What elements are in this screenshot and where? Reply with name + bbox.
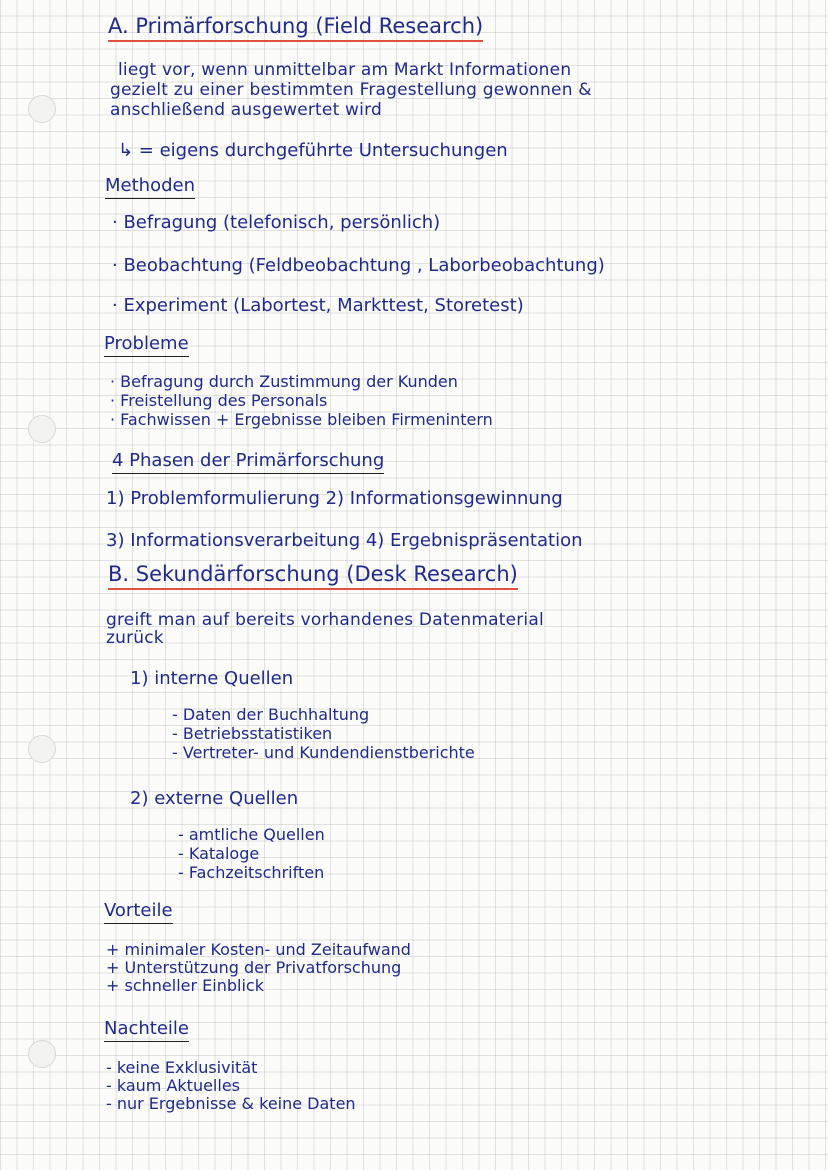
method-item: · Befragung (telefonisch, persönlich) <box>112 212 441 233</box>
advantage-item: + Unterstützung der Privatforschung <box>106 958 402 977</box>
problem-item: · Freistellung des Personals <box>110 391 328 410</box>
phases-heading: 4 Phasen der Primärforschung <box>112 450 384 474</box>
internal-source-item: - Betriebsstatistiken <box>172 724 333 743</box>
punch-hole <box>28 95 56 123</box>
definition-line: liegt vor, wenn unmittelbar am Markt Informationen <box>118 60 572 80</box>
internal-sources-heading: 1) interne Quellen <box>130 668 294 689</box>
phase-line: 1) Problemformulierung 2) Informationsgewinnung <box>106 488 563 509</box>
external-source-item: - Kataloge <box>178 844 260 863</box>
disadvantage-item: - keine Exklusivität <box>106 1058 258 1077</box>
problem-item: · Befragung durch Zustimmung der Kunden <box>110 372 458 391</box>
punch-hole <box>28 1040 56 1068</box>
external-source-item: - amtliche Quellen <box>178 825 325 844</box>
external-sources-heading: 2) externe Quellen <box>130 788 299 809</box>
definition-line: gezielt zu einer bestimmten Fragestellung gewonnen & <box>110 80 592 100</box>
disadvantages-heading: Nachteile <box>104 1018 189 1042</box>
definition-line: zurück <box>106 628 164 648</box>
method-item: · Beobachtung (Feldbeobachtung , Laborbeobachtung) <box>112 255 605 276</box>
advantage-item: + minimaler Kosten- und Zeitaufwand <box>106 940 411 959</box>
disadvantage-item: - nur Ergebnisse & keine Daten <box>106 1094 356 1113</box>
advantages-heading: Vorteile <box>104 900 173 924</box>
problems-heading: Probleme <box>104 333 189 357</box>
punch-hole <box>28 735 56 763</box>
definition-line: greift man auf bereits vorhandenes Datenmaterial <box>106 610 544 630</box>
phase-line: 3) Informationsverarbeitung 4) Ergebnispräsentation <box>106 530 583 551</box>
arrow-note: ↳ = eigens durchgeführte Untersuchungen <box>118 140 508 161</box>
internal-source-item: - Daten der Buchhaltung <box>172 705 370 724</box>
definition-line: anschließend ausgewertet wird <box>110 100 382 120</box>
section-b-title: B. Sekundärforschung (Desk Research) <box>108 562 518 590</box>
punch-hole <box>28 415 56 443</box>
problem-item: · Fachwissen + Ergebnisse bleiben Firmenintern <box>110 410 493 429</box>
method-item: · Experiment (Labortest, Markttest, Storetest) <box>112 295 524 316</box>
external-source-item: - Fachzeitschriften <box>178 863 325 882</box>
methods-heading: Methoden <box>105 175 195 199</box>
internal-source-item: - Vertreter- und Kundendienstberichte <box>172 743 475 762</box>
advantage-item: + schneller Einblick <box>106 976 264 995</box>
disadvantage-item: - kaum Aktuelles <box>106 1076 240 1095</box>
section-a-title: A. Primärforschung (Field Research) <box>108 14 483 42</box>
